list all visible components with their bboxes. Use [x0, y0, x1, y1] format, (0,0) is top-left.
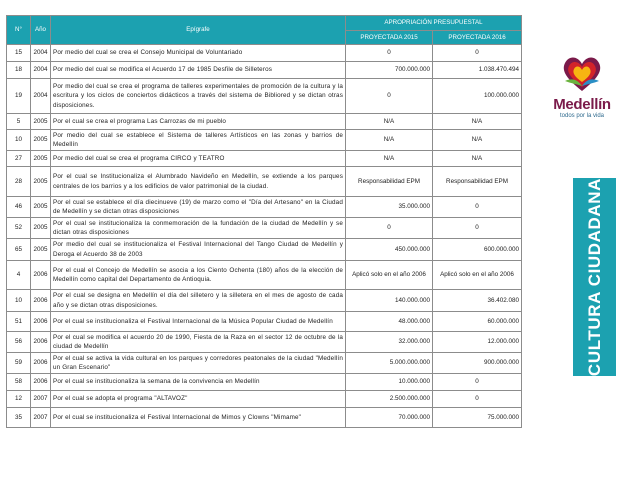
logo-tagline: todos por la vida — [559, 113, 605, 119]
row-description: Por el cual se establece el día diecinueve (19) de marzo como el "Día del Artesano" en la Ciudad de Medellín y se dictan otras disposiciones — [51, 197, 346, 218]
row-value-2015: 2.500.000.000 — [346, 391, 433, 408]
header-epigrafe: Epígrafe — [51, 16, 346, 45]
budget-table — [6, 15, 522, 428]
row-number: 18 — [7, 62, 31, 79]
table-row — [7, 239, 522, 261]
row-value-2015: 35.000.000 — [346, 197, 433, 218]
row-value-2015: Responsabilidad EPM — [346, 167, 433, 197]
row-description: Por el cual se modifica el acuerdo 20 de 1990, Fiesta de la Raza en el sector 12 de octubre de la ciudad de Medellín — [51, 332, 346, 353]
row-description: Por el cual se Institucionaliza el Alumbrado Navideño en Medellín, se extiende a los parques centrales de los barrios y a los edificios de valor patrimonial de la ciudad. — [51, 167, 346, 197]
table-row — [7, 312, 522, 332]
table-row — [7, 290, 522, 312]
budget-table-wrapper — [6, 15, 521, 428]
row-number: 27 — [7, 151, 31, 167]
row-description: Por el cual se institucionaliza el Festival Internacional de la Música Popular Ciudad de Medellín — [51, 312, 346, 332]
row-value-2016: 0 — [433, 45, 522, 62]
side-panel — [526, 0, 638, 479]
row-value-2015: Aplicó solo en el año 2006 — [346, 261, 433, 290]
row-description: Por el cual se crea el programa Las Carrozas de mi pueblo — [51, 114, 346, 130]
row-year: 2006 — [31, 353, 51, 374]
header-year: Año — [31, 16, 51, 45]
row-value-2016: 0 — [433, 391, 522, 408]
row-year: 2005 — [31, 239, 51, 261]
header-2015: PROYECTADA 2015 — [346, 31, 433, 45]
row-description: Por medio del cual se crea el programa de talleres experimentales de promoción de la cultura y la escritura y los ciclos de conciertos didácticos a través del sistema de Bibliored y se dictan otras disposiciones. — [51, 79, 346, 114]
row-value-2016: Aplicó solo en el año 2006 — [433, 261, 522, 290]
row-description: Por medio del cual se crea el programa CIRCO y TEATRO — [51, 151, 346, 167]
row-description: Por el cual se institucionaliza la conmemoración de la fundación de la ciudad de Medellín y se dictan otras disposiciones — [51, 218, 346, 239]
logo-name: Medellín — [553, 96, 611, 113]
table-body — [7, 45, 522, 428]
row-value-2015: 10.000.000 — [346, 374, 433, 391]
row-year: 2006 — [31, 261, 51, 290]
row-year: 2004 — [31, 79, 51, 114]
row-value-2015: 450.000.000 — [346, 239, 433, 261]
header-2016: PROYECTADA 2016 — [433, 31, 522, 45]
header-budget: APROPRIACIÓN PRESUPUESTAL — [346, 16, 522, 31]
row-number: 19 — [7, 79, 31, 114]
row-value-2015: 700.000.000 — [346, 62, 433, 79]
row-value-2016: 0 — [433, 197, 522, 218]
row-description: Por el cual el Concejo de Medellín se asocia a los Ciento Ochenta (180) años de la elección de Medellín como capital del Departamento de Antioquia. — [51, 261, 346, 290]
row-year: 2005 — [31, 130, 51, 151]
row-year: 2005 — [31, 167, 51, 197]
row-value-2015: N/A — [346, 114, 433, 130]
row-value-2015: 48.000.000 — [346, 312, 433, 332]
table-row — [7, 218, 522, 239]
row-value-2016: 60.000.000 — [433, 312, 522, 332]
row-value-2016: 0 — [433, 374, 522, 391]
row-year: 2007 — [31, 408, 51, 428]
row-value-2016: 75.000.000 — [433, 408, 522, 428]
row-value-2016: 900.000.000 — [433, 353, 522, 374]
row-description: Por el cual se institucionaliza la semana de la convivencia en Medellín — [51, 374, 346, 391]
row-number: 59 — [7, 353, 31, 374]
table-row — [7, 167, 522, 197]
row-value-2015: 0 — [346, 218, 433, 239]
medellin-heart-logo-icon — [559, 51, 605, 95]
section-band — [573, 178, 616, 376]
row-number: 15 — [7, 45, 31, 62]
row-value-2016: 36.402.080 — [433, 290, 522, 312]
row-number: 10 — [7, 290, 31, 312]
row-value-2016: N/A — [433, 114, 522, 130]
row-number: 65 — [7, 239, 31, 261]
row-number: 12 — [7, 391, 31, 408]
row-year: 2004 — [31, 62, 51, 79]
table-row — [7, 353, 522, 374]
row-value-2015: N/A — [346, 151, 433, 167]
row-description: Por el cual se activa la vida cultural en los parques y corredores peatonales de la ciudad "Medellín un Gran Escenario" — [51, 353, 346, 374]
row-number: 28 — [7, 167, 31, 197]
row-value-2016: Responsabilidad EPM — [433, 167, 522, 197]
row-description: Por el cual se institucionaliza el Festival Internacional de Mimos y Clowns "Mimame" — [51, 408, 346, 428]
medellin-logo — [526, 0, 638, 170]
row-number: 46 — [7, 197, 31, 218]
row-number: 56 — [7, 332, 31, 353]
header-num: N° — [7, 16, 31, 45]
row-value-2015: 70.000.000 — [346, 408, 433, 428]
row-number: 51 — [7, 312, 31, 332]
row-value-2016: 1.038.470.494 — [433, 62, 522, 79]
row-value-2015: 0 — [346, 45, 433, 62]
row-value-2016: 600.000.000 — [433, 239, 522, 261]
row-description: Por medio del cual se establece el Sistema de talleres Artísticos en las zonas y barrios de Medellín — [51, 130, 346, 151]
section-label: CULTURA CIUDADANA — [584, 177, 604, 377]
row-description: Por el cual se adopta el programa "ALTAVOZ" — [51, 391, 346, 408]
row-value-2016: N/A — [433, 130, 522, 151]
table-row — [7, 45, 522, 62]
row-value-2015: N/A — [346, 130, 433, 151]
row-number: 35 — [7, 408, 31, 428]
table-row — [7, 374, 522, 391]
row-year: 2005 — [31, 197, 51, 218]
row-description: Por medio del cual se crea el Consejo Municipal de Voluntariado — [51, 45, 346, 62]
table-row — [7, 408, 522, 428]
row-year: 2006 — [31, 374, 51, 391]
row-number: 52 — [7, 218, 31, 239]
row-value-2015: 32.000.000 — [346, 332, 433, 353]
row-value-2015: 140.000.000 — [346, 290, 433, 312]
table-row — [7, 391, 522, 408]
row-number: 4 — [7, 261, 31, 290]
table-row — [7, 261, 522, 290]
table-row — [7, 151, 522, 167]
table-row — [7, 62, 522, 79]
row-year: 2006 — [31, 290, 51, 312]
row-number: 58 — [7, 374, 31, 391]
row-number: 10 — [7, 130, 31, 151]
row-year: 2005 — [31, 114, 51, 130]
table-row — [7, 197, 522, 218]
row-value-2016: 12.000.000 — [433, 332, 522, 353]
row-description: Por medio del cual se modifica el Acuerdo 17 de 1985 Desfile de Silleteros — [51, 62, 346, 79]
row-description: Por el cual se designa en Medellín el día del silletero y la silletera en el mes de agosto de cada año y se dictan otras disposiciones. — [51, 290, 346, 312]
row-description: Por medio del cual se institucionaliza el Festival Internacional del Tango Ciudad de Medellín y Deroga el Acuerdo 38 de 2003 — [51, 239, 346, 261]
row-value-2015: 5.000.000.000 — [346, 353, 433, 374]
row-year: 2005 — [31, 218, 51, 239]
row-value-2015: 0 — [346, 79, 433, 114]
row-number: 5 — [7, 114, 31, 130]
row-value-2016: 100.000.000 — [433, 79, 522, 114]
row-value-2016: N/A — [433, 151, 522, 167]
table-row — [7, 114, 522, 130]
table-row — [7, 332, 522, 353]
row-value-2016: 0 — [433, 218, 522, 239]
table-row — [7, 79, 522, 114]
table-row — [7, 130, 522, 151]
row-year: 2006 — [31, 332, 51, 353]
row-year: 2005 — [31, 151, 51, 167]
row-year: 2007 — [31, 391, 51, 408]
row-year: 2006 — [31, 312, 51, 332]
row-year: 2004 — [31, 45, 51, 62]
